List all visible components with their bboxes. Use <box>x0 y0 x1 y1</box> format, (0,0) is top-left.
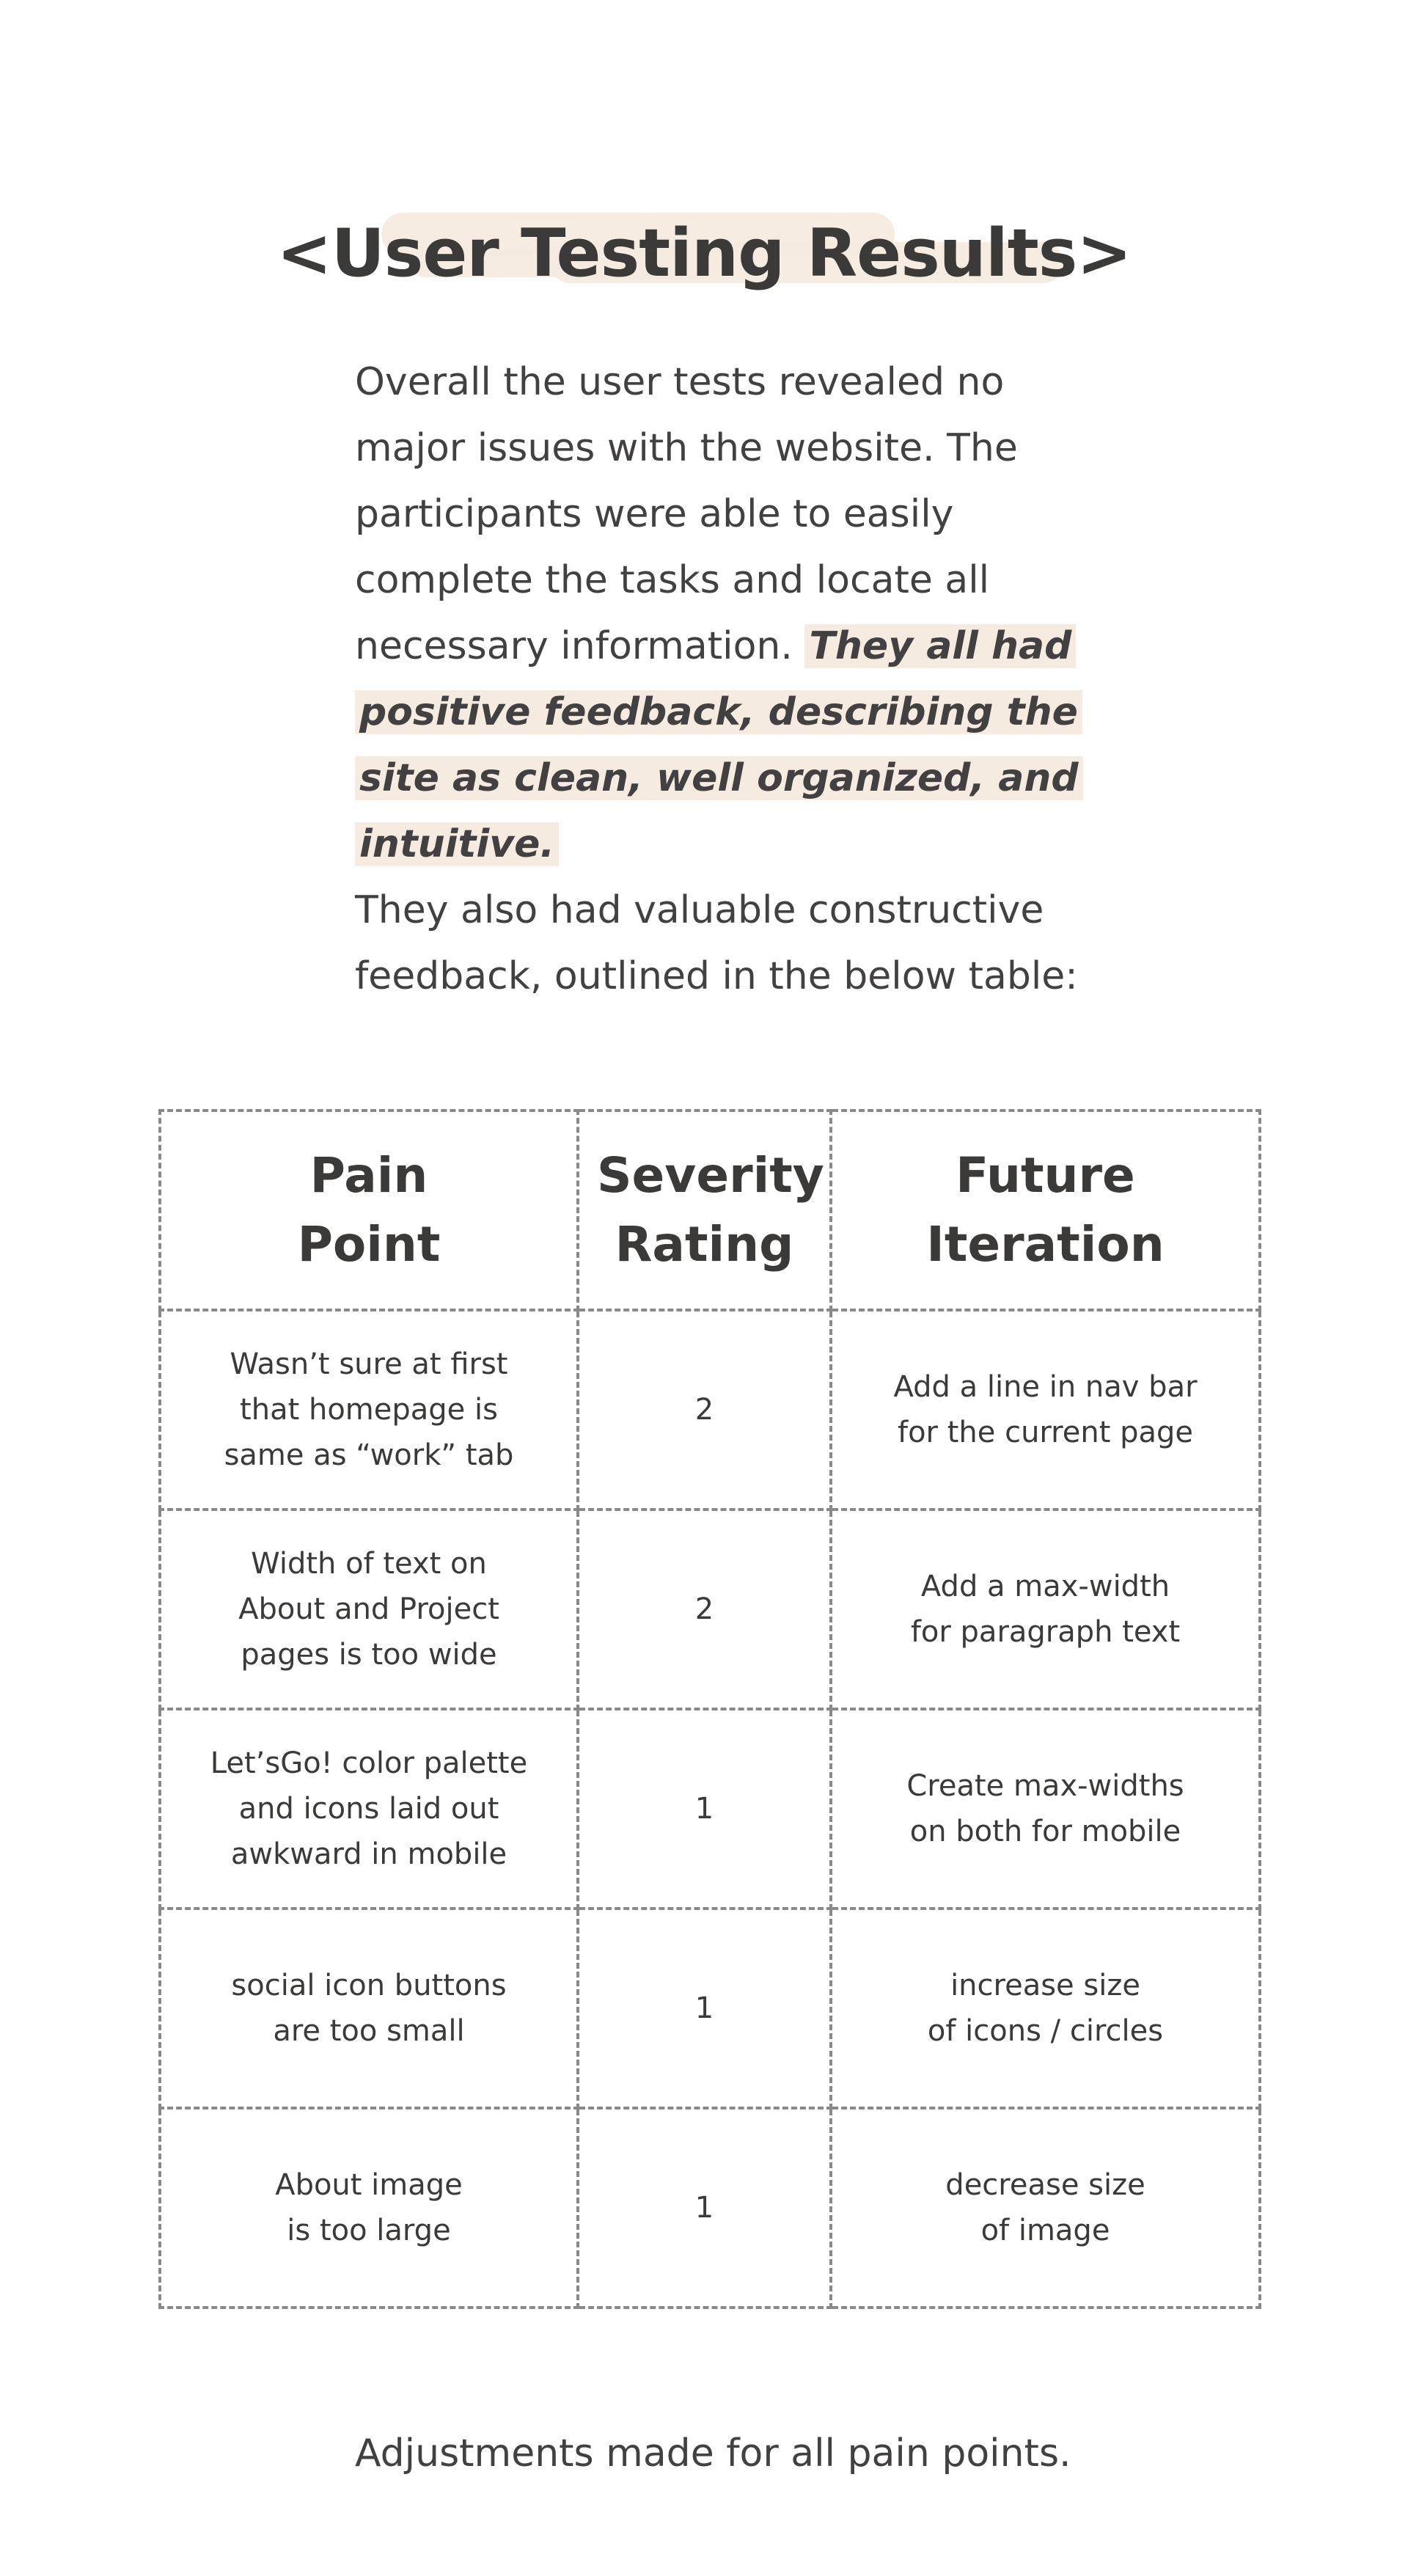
future-iteration-cell: decrease size of image <box>831 2108 1260 2308</box>
table-row <box>160 1709 1260 1909</box>
intro-text: Overall the user tests revealed no major issues with the website. The participants were able to easily complete the tasks and locate all necessary information. <box>355 360 1018 668</box>
header-future-iteration: Future Iteration <box>831 1110 1260 1310</box>
pain-point-cell: Let’sGo! color palette and icons laid out awkward in mobile <box>160 1709 578 1909</box>
table-row <box>160 1510 1260 1709</box>
table-row <box>160 1310 1260 1510</box>
table-row <box>160 1909 1260 2108</box>
pain-point-cell: Wasn’t sure at first that homepage is same as “work” tab <box>160 1310 578 1510</box>
table-row <box>160 2108 1260 2308</box>
table-header-row <box>160 1110 1260 1310</box>
severity-cell: 1 <box>578 1909 831 2108</box>
title-block <box>0 197 1408 307</box>
severity-cell: 2 <box>578 1310 831 1510</box>
page-title: <User Testing Results> <box>276 215 1132 292</box>
header-severity-rating: Severity Rating <box>578 1110 831 1310</box>
footer-note: Adjustments made for all pain points. <box>355 2432 1071 2476</box>
pain-point-cell: Width of text on About and Project pages is too wide <box>160 1510 578 1709</box>
intro-paragraph <box>355 349 1103 877</box>
future-iteration-cell: increase size of icons / circles <box>831 1909 1260 2108</box>
future-iteration-cell: Add a line in nav bar for the current page <box>831 1310 1260 1510</box>
severity-cell: 1 <box>578 1709 831 1909</box>
header-pain-point: Pain Point <box>160 1110 578 1310</box>
highlighted-feedback: They all had positive feedback, describing the site as clean, well organized, and intuitive. <box>355 624 1083 866</box>
severity-cell: 1 <box>578 2108 831 2308</box>
future-iteration-cell: Create max-widths on both for mobile <box>831 1709 1260 1909</box>
severity-cell: 2 <box>578 1510 831 1709</box>
intro-paragraph-2: They also had valuable constructive feedback, outlined in the below table: <box>355 888 1078 998</box>
pain-point-cell: social icon buttons are too small <box>160 1909 578 2108</box>
pain-point-cell: About image is too large <box>160 2108 578 2308</box>
feedback-table <box>158 1109 1261 2309</box>
future-iteration-cell: Add a max-width for paragraph text <box>831 1510 1260 1709</box>
